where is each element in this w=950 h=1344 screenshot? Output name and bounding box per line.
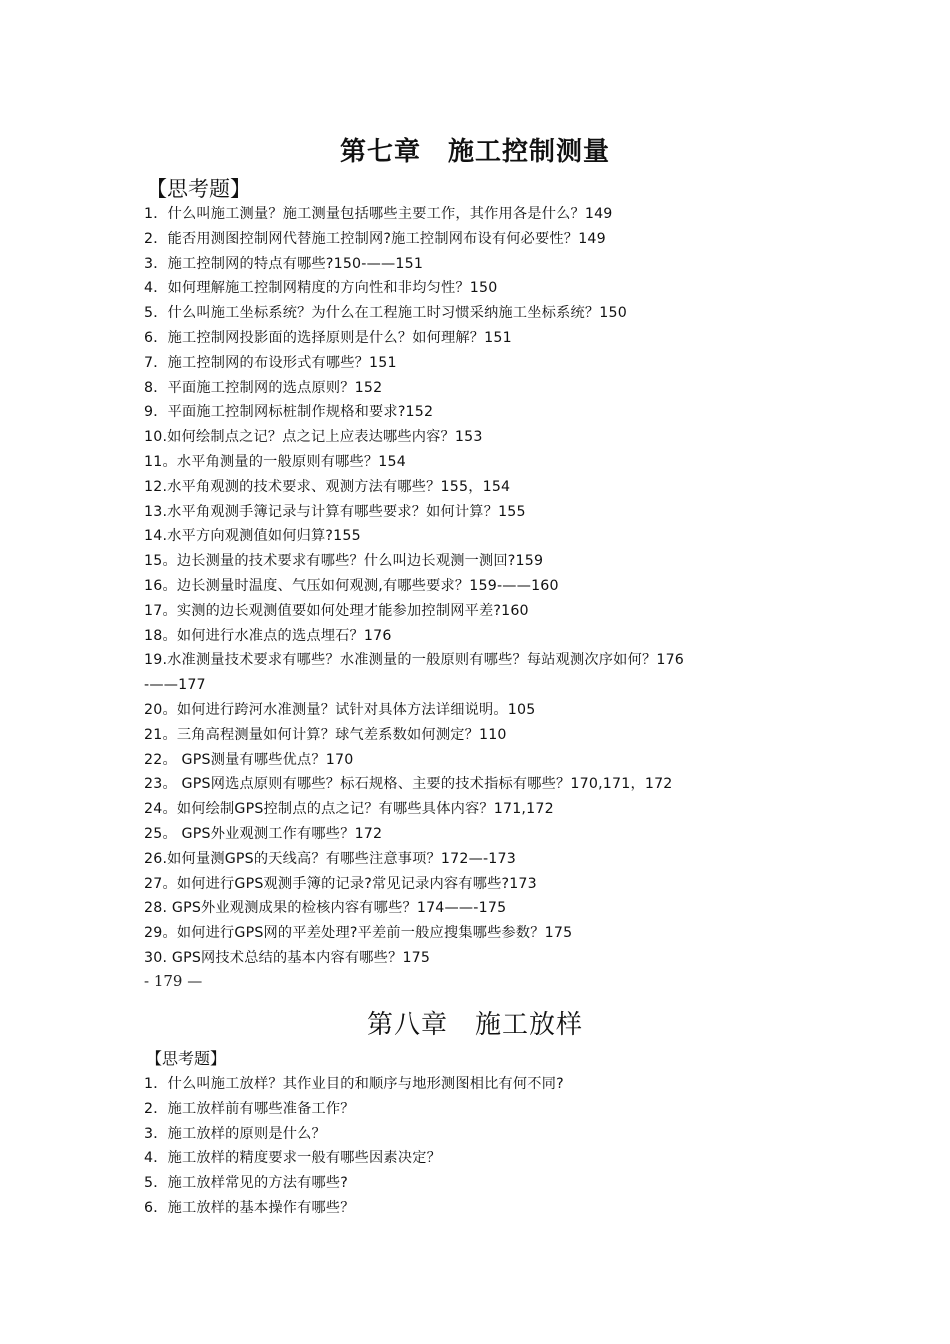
chapter-7-title: 第七章 施工控制测量 (339, 137, 610, 167)
question-item: 1．什么叫施工测量？施工测量包括哪些主要工作，其作用各是什么？149 (144, 206, 613, 222)
question-item: 2．施工放样前有哪些准备工作？ (144, 1100, 355, 1117)
question-item: 2．能否用测图控制网代替施工控制网?施工控制网布设有何必要性？149 (144, 230, 606, 247)
question-item: 8．平面施工控制网的选点原则？152 (144, 379, 383, 396)
question-item: 25。 GPS外业观测工作有哪些？172 (144, 825, 383, 842)
question-item: 30. GPS网技术总结的基本内容有哪些？175 (144, 949, 431, 966)
question-item: 14.水平方向观测值如何归算?155 (144, 528, 361, 545)
question-item: 5．什么叫施工坐标系统？为什么在工程施工时习惯采纳施工坐标系统？150 (144, 305, 627, 322)
question-item: 4．施工放样的精度要求一般有哪些因素决定？ (144, 1150, 441, 1167)
chapter-8-question-list (144, 1072, 824, 1221)
question-item: 6．施工控制网投影面的选择原则是什么？如何理解？151 (144, 329, 512, 346)
question-item: 5．施工放样常见的方法有哪些? (144, 1175, 348, 1192)
question-item: 22。 GPS测量有哪些优点？170 (144, 751, 354, 768)
question-item: 28. GPS外业观测成果的检核内容有哪些？174——-175 (144, 900, 507, 917)
question-item: 21。三角高程测量如何计算？球气差系数如何测定？110 (144, 726, 507, 743)
chapter-8-title: 第八章 施工放样 (366, 1010, 583, 1040)
question-item: 16。边长测量时温度、气压如何观测,有哪些要求？159-——160 (144, 577, 559, 594)
question-item: 15。边长测量的技术要求有哪些？什么叫边长观测一测回?159 (144, 553, 544, 570)
question-item: 23。 GPS网选点原则有哪些？标石规格、主要的技术指标有哪些？170,171，172 (144, 776, 673, 793)
question-item: 26.如何量测GPS的天线高？有哪些注意事项？172—-173 (144, 850, 516, 867)
question-item: 29。如何进行GPS网的平差处理?平差前一般应搜集哪些参数？175 (144, 925, 573, 942)
question-item: 11。水平角测量的一般原则有哪些？154 (144, 453, 406, 470)
chapter-7-questions-heading: 【思考题】 (146, 177, 251, 201)
question-item: 1．什么叫施工放样？其作业目的和顺序与地形测图相比有何不同? (144, 1076, 564, 1092)
question-item: 3．施工控制网的特点有哪些?150-——151 (144, 255, 424, 272)
question-item: 3．施工放样的原则是什么？ (144, 1125, 326, 1142)
chapter-8-questions-heading: 【思考题】 (146, 1049, 227, 1068)
question-item: 18。如何进行水准点的选点埋石？176 (144, 627, 392, 644)
question-item: 4．如何理解施工控制网精度的方向性和非均匀性？150 (144, 280, 498, 297)
question-item-continuation: -——177 (144, 677, 206, 694)
question-item: 6．施工放样的基本操作有哪些？ (144, 1199, 355, 1216)
question-item: 10.如何绘制点之记？点之记上应表达哪些内容？153 (144, 429, 483, 446)
question-item: 27。如何进行GPS观测手簿的记录?常见记录内容有哪些?173 (144, 875, 537, 892)
question-item: 20。如何进行跨河水准测量？试针对具体方法详细说明。105 (144, 701, 536, 718)
question-item: 24。如何绘制GPS控制点的点之记？有哪些具体内容？171,172 (144, 801, 554, 818)
page-number: - 179 — (144, 972, 203, 990)
question-item: 19.水准测量技术要求有哪些？水准测量的一般原则有哪些？每站观测次序如何？176 (144, 652, 685, 669)
question-item: 17。实测的边长观测值要如何处理才能参加控制网平差?160 (144, 602, 529, 619)
chapter-7-question-list (144, 202, 824, 971)
question-item: 12.水平角观测的技术要求、观测方法有哪些？155，154 (144, 478, 511, 495)
question-item: 9．平面施工控制网标桩制作规格和要求?152 (144, 404, 434, 421)
question-item: 7．施工控制网的布设形式有哪些？151 (144, 354, 397, 371)
question-item: 13.水平角观测手簿记录与计算有哪些要求？如何计算？155 (144, 503, 526, 520)
